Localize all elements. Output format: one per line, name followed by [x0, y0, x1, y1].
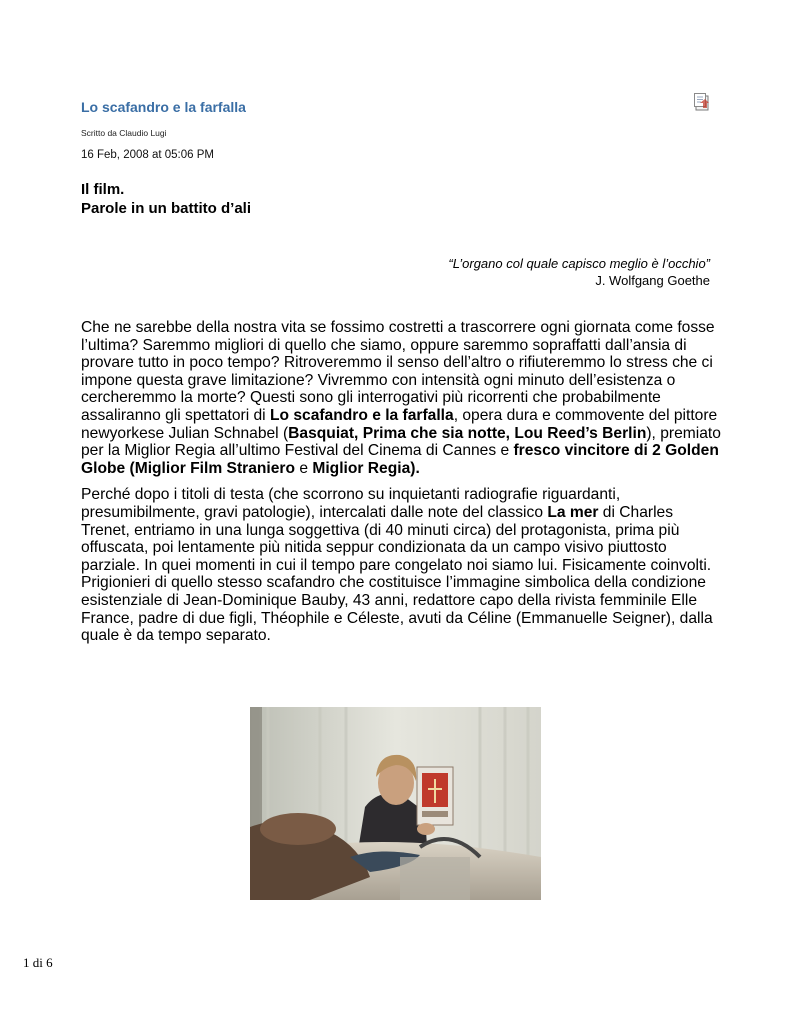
- epigraph: [448, 255, 710, 289]
- bold-run: Basquiat, Prima che sia notte, Lou Reed’s Berlin: [288, 424, 647, 442]
- text-run: ), premiato per la Miglior Regia all’ultimo Festival del Cinema di Cannes e: [81, 424, 721, 460]
- heading-line-1: Il film.: [81, 181, 125, 198]
- article-title[interactable]: Lo scafandro e la farfalla: [81, 99, 246, 115]
- paragraph-1: [81, 319, 721, 477]
- text-run: , opera dura e commovente del pittore newyorkese Julian Schnabel (: [81, 406, 718, 442]
- text-run: e: [295, 459, 313, 477]
- text-run: Perché dopo i titoli di testa (che scorrono su inquietanti radiografie riguardanti, presumibilmente, gravi patologie), intercalati dalle note del classico: [81, 486, 621, 521]
- heading-line-2: Parole in un battito d’ali: [81, 200, 252, 217]
- bold-run: Miglior Regia).: [312, 459, 420, 477]
- epigraph-attribution: J. Wolfgang Goethe: [595, 273, 710, 288]
- text-run: di Charles Trenet, entriamo in una lunga soggettiva (di 40 minuti circa) del protagonista, prima più offuscata, poi lentamente più nitida seppur condizionata da un campo visivo piuttosto parziale. In quei momenti in cui il tempo pare congelato noi siamo lui. Fisicamente coinvolti. Prigionieri di quello stesso scafandro che costituisce l’immagine simbolica della condizione esistenziale di Jean-Dominique Bauby, 43 anni, redattore capo della rivista femminile Elle France, padre di due figli, Théophile e Céleste, avuti da Céline (Emmanuelle Seigner), dalla quale è da tempo separato.: [81, 503, 713, 645]
- epigraph-text: “L’organo col quale capisco meglio è l’occhio”: [448, 256, 710, 271]
- film-still-photo: [250, 707, 541, 900]
- bold-run: La mer: [547, 503, 599, 521]
- bold-run: Lo scafandro e la farfalla: [269, 406, 454, 424]
- article-author: Scritto da Claudio Lugi: [81, 128, 167, 138]
- article-date: 16 Feb, 2008 at 05:06 PM: [81, 149, 214, 161]
- bold-run: fresco vincitore di 2 Golden Globe (Miglior Film Straniero: [81, 442, 719, 477]
- text-run: Che ne sarebbe della nostra vita se fossimo costretti a trascorrere ogni giornata come fosse l’ultima? Saremmo migliori di quello che siamo, oppure saremmo sopraffatti dall’ansia di provare tutto in poco tempo? Ritroveremmo il senso dell’altro o rifiuteremmo lo stress che ci impone questa grave limitazione? Vivremmo con intensità ogni minuto dell’esistenza o cercheremmo la morte? Questi sono gli interrogativi più ricorrenti che probabilmente assaliranno gli spettatori di: [81, 319, 715, 424]
- page-number: 1 di 6: [23, 955, 53, 970]
- paragraph-2: [81, 486, 721, 644]
- pdf-icon[interactable]: [694, 93, 711, 111]
- article-body: [81, 319, 721, 654]
- article-heading: [81, 180, 251, 218]
